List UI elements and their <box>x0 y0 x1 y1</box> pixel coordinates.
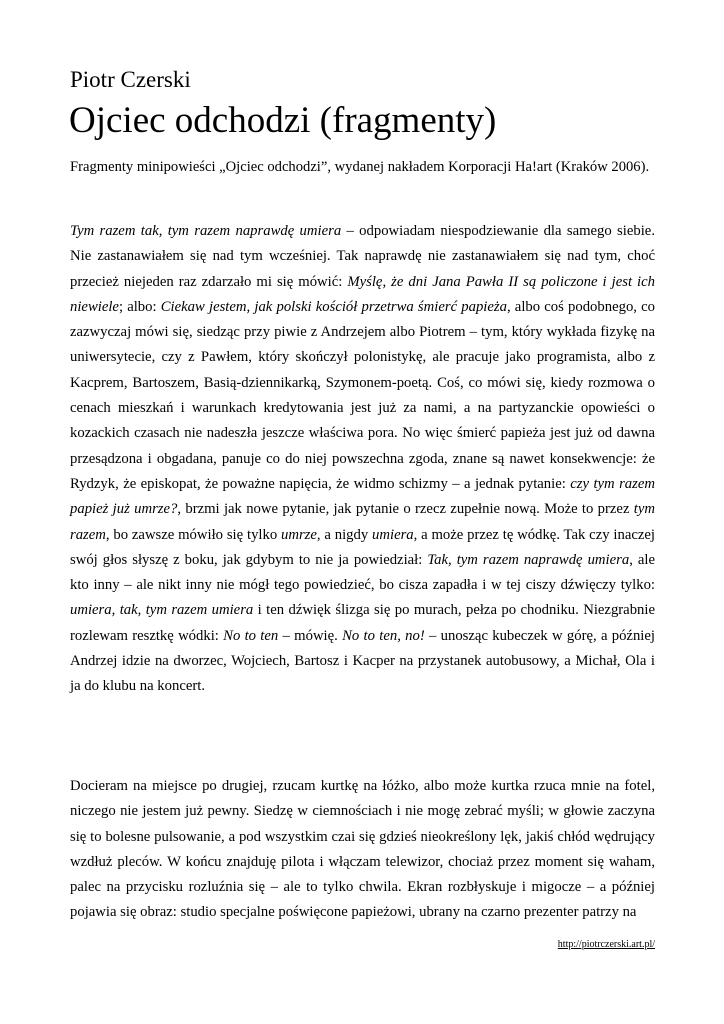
text-run: , bo zawsze mówiło się tylko <box>105 526 281 543</box>
text-run: – unosząc kubeczek w górę, a później Andrzej idzie na dworzec, Wojciech, Bartosz i Kacper na przystanek autobusowy, a Michał, Ola i ja do klubu na koncert. <box>70 627 655 695</box>
quote-italic: No to ten <box>223 627 279 644</box>
text-run: , a może przez tę wódkę. Tak czy inaczej swój głos słyszę z boku, jak gdybym to nie ja powiedział: <box>70 526 655 568</box>
document-subtitle: Fragmenty minipowieści „Ojciec odchodzi”, wydanej nakładem Korporacji Ha!art (Kraków 2006). <box>70 159 650 175</box>
quote-italic: Tym razem tak, tym razem naprawdę umiera <box>70 223 342 239</box>
text-run: ; albo: <box>118 298 161 315</box>
quote-italic: tym razem <box>70 501 656 543</box>
text-run: , brzmi jak nowe pytanie, jak pytanie o rzecz zupełnie nową. Może to przez <box>177 501 634 518</box>
author-name: Piotr Czerski <box>70 67 191 92</box>
document-title: Ojciec odchodzi (fragmenty) <box>69 100 497 141</box>
footer-website-link[interactable]: http://piotrczerski.art.pl/ <box>557 939 655 950</box>
quote-italic: Myślę, że dni Jana Pawła II są policzone i jest ich niewiele <box>70 273 655 315</box>
quote-italic: umiera, tak, tym razem umiera <box>70 602 254 619</box>
text-run: , ale kto inny – ale nikt inny nie mógł tego powiedzieć, bo cisza zapadła i w tej ciszy dźwięczy tylko: <box>70 551 656 594</box>
text-run: – odpowiadam niespodziewanie dla samego siebie. Nie zastanawiałem się nad tym wcześniej. Tak naprawdę nie zastanawiałem się nad tym, choć przecież niejeden raz zdarzało mi się mówić: <box>70 223 655 290</box>
quote-italic: umrze <box>281 526 317 543</box>
text-run: , albo coś podobnego, co zazwyczaj mówi się, siedząc przy piwie z Andrzejem albo Piotrem – tym, który wykłada fizykę na uniwersytecie, czy z Pawłem, który skończył polonistykę, ale pracuje jako programista, albo z Kacprem, Bartoszem, Basią-dziennikarką, Szymonem-poetą. Coś, co mówi się, kiedy rozmowa o cenach mieszkań i warunkach kredytowania jest już za nami, a na partyzanckie opowieści o kozackich czasach nie nadeszła jeszcze właściwa pora. No więc śmierć papieża jest już od dawna przesądzona i obgadana, panuje co do niej powszechna zgoda, znane są nawet konsekwencje: że Rydzyk, że episkopat, że poważne napięcia, że widmo schizmy – a jednak pytanie: <box>70 298 655 492</box>
quote-italic: No to ten, no! <box>342 627 425 644</box>
text-run: i ten dźwięk ślizga się po murach, pełza po chodniku. Niezgrabnie rozlewam resztkę wódki: <box>70 602 655 644</box>
quote-italic: Tak, tym razem naprawdę umiera <box>427 551 630 568</box>
quote-italic: Ciekaw jestem, jak polski kościół przetrwa śmierć papieża <box>160 298 507 315</box>
quote-italic: umiera <box>372 526 414 543</box>
paragraph-2: Docieram na miejsce po drugiej, rzucam kurtkę na łóżko, albo może kurtka rzuca mnie na fotel, niczego nie jestem już pewny. Siedzę w ciemnościach i nie mogę zebrać myśli; w głowie zaczyna się to bolesne pulsowanie, a pod wszystkim czai się gdzieś nieokreślony lęk, jakiś chłód wędrujący wzdłuż pleców. W końcu znajduję pilota i włączam telewizor, chociaż przez moment się waham, palec na przycisku rozluźnia się – ale to tylko chwila. Ekran rozbłyskuje i migocze – a później pojawia się obraz: studio specjalne poświęcone papieżowi, ubrany na czarno prezenter patrzy na <box>70 778 655 921</box>
text-run: – mówię. <box>278 627 343 644</box>
text-run: , a nigdy <box>316 526 373 543</box>
quote-italic: czy tym razem papież już umrze? <box>70 475 655 518</box>
paragraph-1 <box>70 219 655 700</box>
